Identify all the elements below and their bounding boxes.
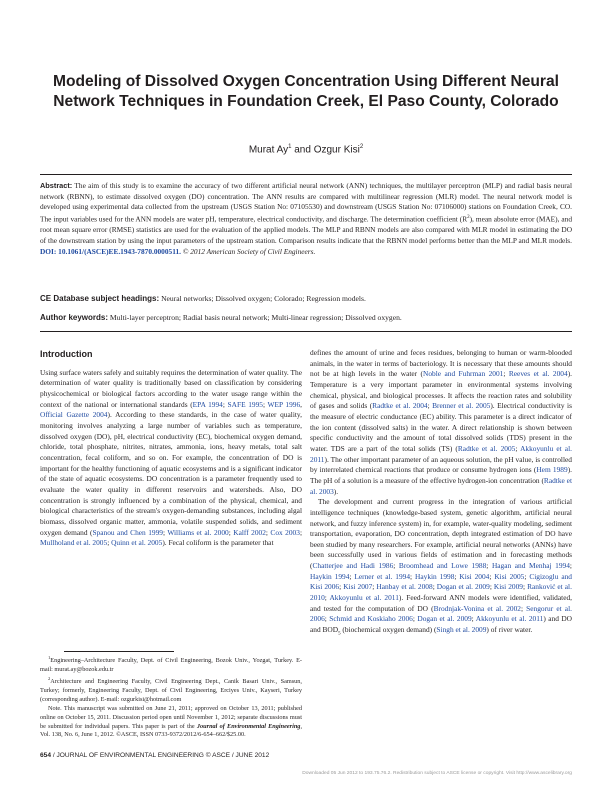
page-number: 654 [40,752,52,759]
right-paragraph-2: The development and current progress in the integration of various artificial intelligence techniques (knowledge-based system, genetic algorithm, artificial neural network, and fuzzy inference system) in, for example, water-quality modeling, sediment transportation, evaporation, DO concentration, depth integrated estimation of DO have been studied by many researchers. For example, artificial neural networks (ANNs) have been successfully used in various fields of estimation and in forecasting methods (Chatterjee and Hadi 1986; Broomhead and Lowe 1988; Hagan and Menhaj 1994; Haykin 1994; Lerner et al. 1994; Haykin 1998; Kisi 2004; Kisi 2005; Cigizoglu and Kisi 2006; Kisi 2007; Hanbay et al. 2008; Dogan et al. 2009; Kisi 2009; Ranković et al. 2010; Akkoyunlu et al. 2011). Feed-forward ANN models were identified, validated, and tested for the computation of DO (Brodnjak-Vonina et al. 2002; Sengorur et al. 2006; Schmid and Koskiaho 2006; Dogan et al. 2009; Akkoyunlu et al. 2011) and DO and $BOD_5$ (biochemical oxygen demand) (Singh et al. 2009) of river water. [310,497,572,637]
citation-link[interactable]: Cox 2003 [270,527,300,537]
citation-link[interactable]: Reeves et al. 2004 [508,369,568,379]
citation-link[interactable]: Akkoyunlu et al. 2011 [310,443,572,464]
keywords-text: Multi-layer perceptron; Radial basis neural network; Multi-linear regression; Dissolved oxygen. [109,313,402,322]
ce-subject-headings [40,294,572,303]
right-column [310,348,572,640]
citation-link[interactable]: Kisi 2004 [459,571,490,581]
citation-link[interactable]: Radtke et al. 2005 [457,443,516,453]
left-column [40,349,302,549]
citation-link[interactable]: Kisi 2007 [343,582,373,592]
author-2-affiliation-mark: 2 [359,144,364,150]
citation-link[interactable]: Hagan and Menhaj 1994 [491,561,570,571]
citation-link[interactable]: Williams et al. 2000 [167,527,229,537]
abstract-text-2: ), mean absolute error (MAE), and root mean square error (RMSE) statistics are used for the evaluation of the applied models. The MLP and RBNN models are also compared with MLR model in estimating the DO of the downstream station by using the input parameters of the upstream station. Comparison results indicate that the RBNN model performs better than the MLP and MLR models. [40,214,572,245]
citation-link[interactable]: Dogan et al. 2009 [436,582,490,592]
ce-headings-text: Neural networks; Dissolved oxygen; Colorado; Regression models. [161,294,366,303]
copyright-notice: © 2012 American Society of Civil Engineers. [182,246,316,256]
citation-link[interactable]: Mullholand et al. 2005 [40,538,108,548]
citation-link[interactable]: Cigizoglu and Kisi 2006 [310,571,572,592]
citation-link[interactable]: EPA 1994 [192,399,223,409]
citation-link[interactable]: Dogan et al. 2009 [417,614,472,624]
citation-link[interactable]: Chatterjee and Hadi 1986 [312,561,394,571]
introduction-heading: Introduction [40,349,93,359]
submission-note: Note. This manuscript was submitted on June 21, 2011; approved on October 13, 2011; published online on October 15, 2011. Discussion period open until November 1, 2012; separate discussions must be submitted for individual papers. This paper is part of the Journal of Environmental Engineering, Vol. 138, No. 6, June 1, 2012. ©ASCE, ISSN 0733-9372/2012/6-654–662/$25.00. [40,704,302,739]
citation-link[interactable]: Brodnjak-Vonina et al. 2002 [433,603,521,613]
abstract-bottom-rule [40,331,572,332]
footnote-1: $^1$Engineering–Architecture Faculty, Dept. of Civil Engineering, Bozok Univ., Yozgat, Turkey. E-mail: murat.ay@bozok.edu.tr [40,655,302,673]
citation-link[interactable]: Lerner et al. 1994 [354,571,411,581]
abstract [40,181,572,257]
right-paragraph-1: defines the amount of urine and feces residues, belonging to human or warm-blooded animals, in the water in terms of bacteriology. It is necessary that these amounts should not be at high levels in the water (Noble and Fuhrman 2001; Reeves et al. 2004). Temperature is a very important parameter in environmental systems involving chemical, physical, and biological processes. It affects the reaction rates and solubility of gases and solids (Radtke et al. 2004; Brenner et al. 2005). Electrical conductivity is the measure of electric conductance (EC) ability. This parameter is a direct indicator of the ion content (dissolved salts) in the water. A direct relationship is shown between specific conductivity and the amount of total dissolved solids (TDS) present in the water. TDS are a part of the total solids (TS) (Radtke et al. 2005; Akkoyunlu et al. 2011). The other important parameter of an aqueous solution, the pH value, is controlled by interrelated chemical reactions that produce or consume hydrogen ions (Hem 1989). The pH of a solution is a measure of the effective hydrogen-ion concentration (Radtke et al. 2003). [310,348,573,496]
citation-link[interactable]: Kisi 2005 [494,571,525,581]
citation-link[interactable]: Hanbay et al. 2008 [376,582,433,592]
citation-link[interactable]: Quinn et al. 2005 [111,538,163,548]
citation-link[interactable]: Noble and Fuhrman 2001 [423,369,504,379]
citation-link[interactable]: Haykin 1998 [415,571,455,581]
citation-link[interactable]: Radtke et al. 2004 [372,401,428,411]
download-notice: Downloaded 05 Jun 2012 to 193.75.76.2. Redistribution subject to ASCE license or copyright. Visit http://www.ascelibrary.org [302,771,572,776]
author-1: Murat Ay [248,144,289,156]
footnotes [40,654,302,740]
author-2: and Ozgur Kisi [294,144,360,156]
citation-link[interactable]: Akkoyunlu et al. 2011 [329,593,399,603]
citation-link[interactable]: Brenner et al. 2005 [432,401,491,411]
ce-headings-label: CE Database subject headings: [40,294,160,303]
keywords-label: Author keywords: [40,313,109,322]
r-squared-sup: 2 [467,215,470,221]
intro-paragraph: Using surface waters safely and suitably requires the determination of water quality. The determination of water quality is traditionally based on classification by considering physicochemical or biological factors according to the water usage range within the context of the national or international standards (EPA 1994; SAFE 1995; WEP 1996, Official Gazette 2004). According to these standards, in the case of water quality, monitoring involves analyzing a large number of variables such as temperature, dissolved oxygen (DO), pH, electrical conductivity (EC), biochemical oxygen demand, chloride, total phosphate, nitrites, nitrates, ammonia, ions, heavy metals, total salt concentration, fecal coliform, and so on. For example, the concentration of DO is important for the healthy functioning of aquatic ecosystems and is a significant indicator of the state of aquatic ecosystems. DO concentration is a parameter frequently used to evaluate the water quality in different reservoirs and watersheds. Also, DO concentration is strongly influenced by a combination of the physical, chemical, and biological characteristics of the stream's oxygen-demanding substances, including algal biomass, dissolved organic matter, ammonia, volatile suspended solids, and sediment oxygen demand (Spanou and Chen 1999; Williams et al. 2000; Kalff 2002; Cox 2003; Mullholand et al. 2005; Quinn et al. 2005). Fecal coliform is the parameter that [40,367,302,548]
citation-link[interactable]: Hem 1989 [536,465,568,475]
author-line [40,144,572,155]
citation-link[interactable]: Official Gazette 2004 [40,410,108,420]
citation-link[interactable]: SAFE 1995 [227,399,263,409]
journal-footer-text: / JOURNAL OF ENVIRONMENTAL ENGINEERING © ASCE / JUNE 2012 [51,752,270,759]
citation-link[interactable]: Kisi 2009 [493,582,523,592]
doi-link[interactable]: DOI: 10.1061/(ASCE)EE.1943-7870.0000511. [40,246,181,256]
citation-link[interactable]: Sengorur et al. 2006 [310,603,572,624]
citation-link[interactable]: Singh et al. 2009 [436,625,487,635]
footnote-rule [64,651,174,652]
citation-link[interactable]: Haykin 1994 [310,571,350,581]
citation-link[interactable]: Ranković et al. 2010 [310,582,572,603]
citation-link[interactable]: Kalff 2002 [233,527,266,537]
abstract-text-1: The aim of this study is to examine the accuracy of two different artificial neural network (ANN) techniques, the multilayer perceptron (MLP) and radial basis neural network (RBNN), to estimate dissolved oxygen (DO) concentration. The ANN results are compared with multilinear regression (MLR) model. The neural network model is developed using experimental data collected from the upstream (USGS Station No: 07105530) and downstream (USGS Station No: 07106000) stations on Foundation Creek, CO. The input variables used for the ANN models are water pH, temperature, electrical conductivity, and discharge. The determination coefficient (R [40,181,572,224]
abstract-top-rule [40,174,572,175]
citation-link[interactable]: Broomhead and Lowe 1988 [398,561,487,571]
citation-link[interactable]: WEP 1996 [267,399,301,409]
journal-name: Journal of Environmental Engineering [196,722,301,730]
paper-title: Modeling of Dissolved Oxygen Concentration Using Different Neural Network Techniques in Foundation Creek, El Paso County, Colorado [53,73,559,110]
abstract-label: Abstract: [40,181,73,190]
author-keywords [40,313,572,322]
bod-subscript: 5 [338,631,341,637]
footnote-2: $^2$Architecture and Engineering Faculty, Civil Engineering Dept., Canik Basari Univ., Samsun, Turkey; formerly, Engineering Faculty, Dept. of Civil Engineering, Erciyes Univ., Kayseri, Turkey (corresponding author). E-mail: ozgurkisi@hotmail.com [40,675,302,703]
citation-link[interactable]: Schmid and Koskiaho 2006 [329,614,413,624]
citation-link[interactable]: Akkoyunlu et al. 2011 [475,614,544,624]
page-footer [40,752,572,759]
author-1-affiliation-mark: 1 [288,144,292,150]
citation-link[interactable]: Spanou and Chen 1999 [92,527,163,537]
citation-link[interactable]: Radtke et al. 2003 [310,475,573,496]
